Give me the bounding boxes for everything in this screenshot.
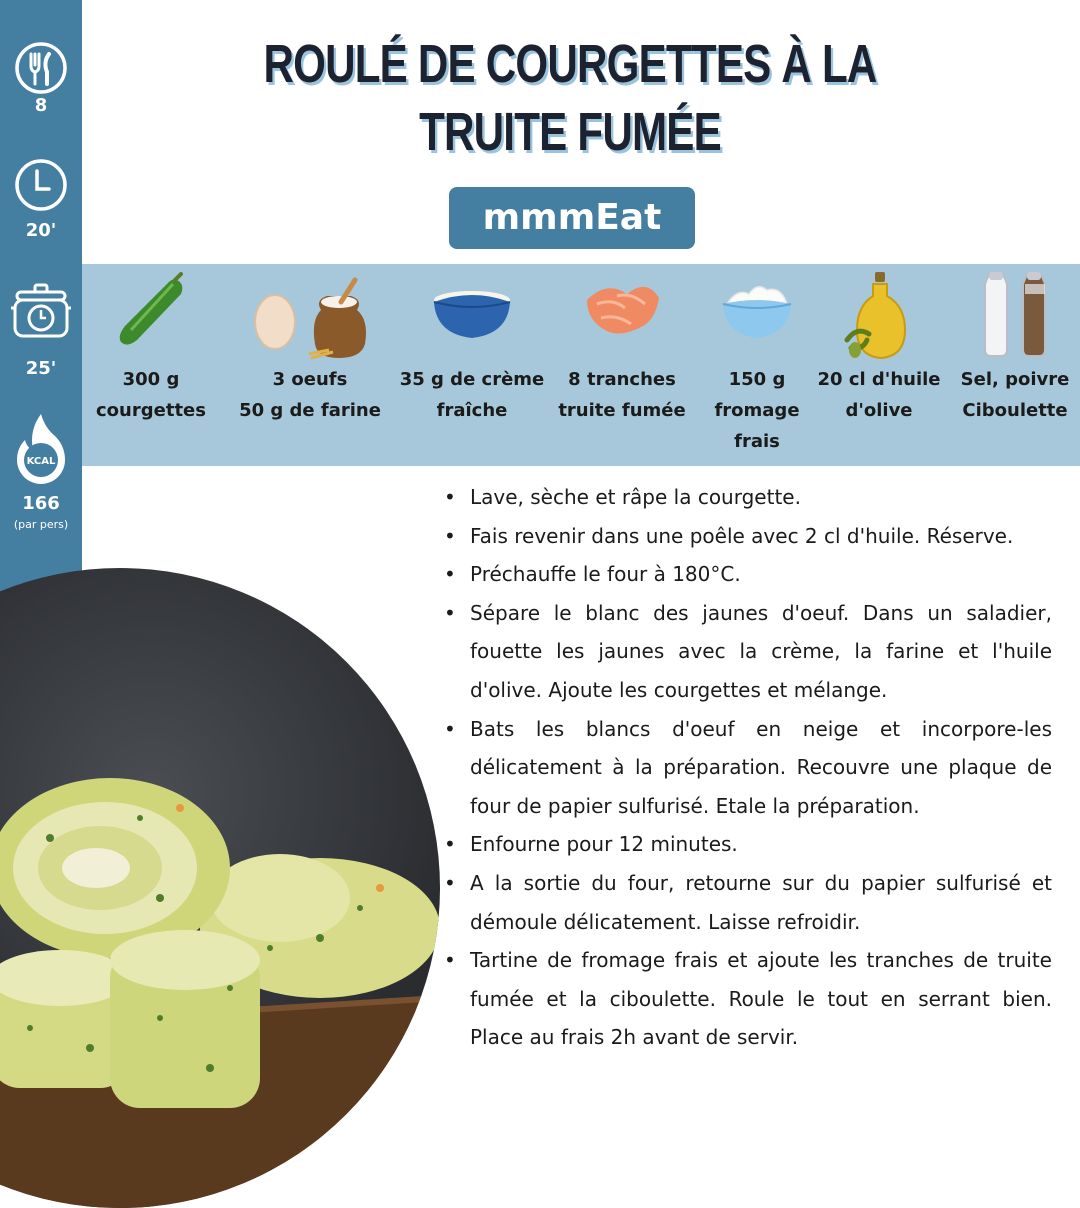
ingredient-label: 300 g courgettes (96, 369, 206, 421)
calories-note: (par pers) (13, 518, 69, 531)
prep-time-value: 20' (25, 220, 57, 241)
cook-time-value: 25' (25, 358, 57, 379)
cooking-pot-icon (0, 282, 82, 348)
fork-knife-icon (0, 40, 82, 100)
egg-flour-icon (245, 270, 375, 360)
ingredient-olive-oil (812, 264, 946, 466)
ingredient-egg-flour (230, 264, 390, 466)
instruction-list (440, 478, 1052, 1057)
salt-pepper-icon (973, 270, 1057, 360)
ingredient-seasoning (948, 264, 1080, 466)
ingredient-label: 150 g fromage frais (714, 369, 800, 452)
cream-cheese-bowl-icon (715, 270, 799, 350)
instruction-step: • A la sortie du four, retourne sur du papier sulfurisé et démoule délicatement. Laisse refroidir. (440, 864, 1052, 941)
ingredient-cream (392, 264, 552, 466)
ingredient-trout (552, 264, 692, 466)
info-sidebar (0, 0, 82, 612)
brand-logo: mmmEat (449, 187, 695, 249)
smoked-trout-icon (577, 270, 667, 350)
instruction-step: • Préchauffe le four à 180°C. (440, 555, 1052, 594)
zucchini-icon (113, 270, 189, 350)
instruction-step: • Tartine de fromage frais et ajoute les tranches de truite fumée et la ciboulette. Roule le tout en serrant bien. Place au frais 2h avant de servir. (440, 941, 1052, 1057)
instruction-step: • Sépare le blanc des jaunes d'oeuf. Dans un saladier, fouette les jaunes avec la crème, la farine et l'huile d'olive. Ajoute les courgettes et mélange. (440, 594, 1052, 710)
ingredient-label: 20 cl d'huile d'olive (817, 369, 941, 421)
instruction-step: • Lave, sèche et râpe la courgette. (440, 478, 1052, 517)
calories-value: 166 (22, 493, 60, 514)
ingredient-label: 3 oeufs 50 g de farine (239, 369, 381, 421)
instruction-step: • Bats les blancs d'oeuf en neige et incorpore-les délicatement à la préparation. Recouvre une plaque de four de papier sulfurisé. Etale la préparation. (440, 710, 1052, 826)
olive-oil-icon (841, 270, 917, 366)
ingredient-zucchini (84, 264, 218, 466)
instruction-step: • Enfourne pour 12 minutes. (440, 825, 1052, 864)
servings-value: 8 (34, 95, 48, 116)
kcal-icon-text: KCAL (26, 456, 56, 467)
recipe-title: ROULÉ DE COURGETTES À LA TRUITE FUMÉE (263, 34, 877, 162)
kcal-flame-icon (0, 412, 82, 490)
ingredient-fresh-cheese (694, 264, 820, 466)
ingredient-label: 35 g de crème fraîche (399, 369, 545, 421)
dish-photo (0, 568, 440, 1208)
ingredient-label: Sel, poivre Ciboulette (960, 369, 1070, 421)
instruction-step: • Fais revenir dans une poêle avec 2 cl d'huile. Réserve. (440, 517, 1052, 556)
cream-bowl-icon (424, 270, 520, 350)
ingredient-label: 8 tranches truite fumée (558, 369, 686, 421)
ingredients-band (82, 264, 1080, 466)
clock-icon (0, 157, 82, 217)
